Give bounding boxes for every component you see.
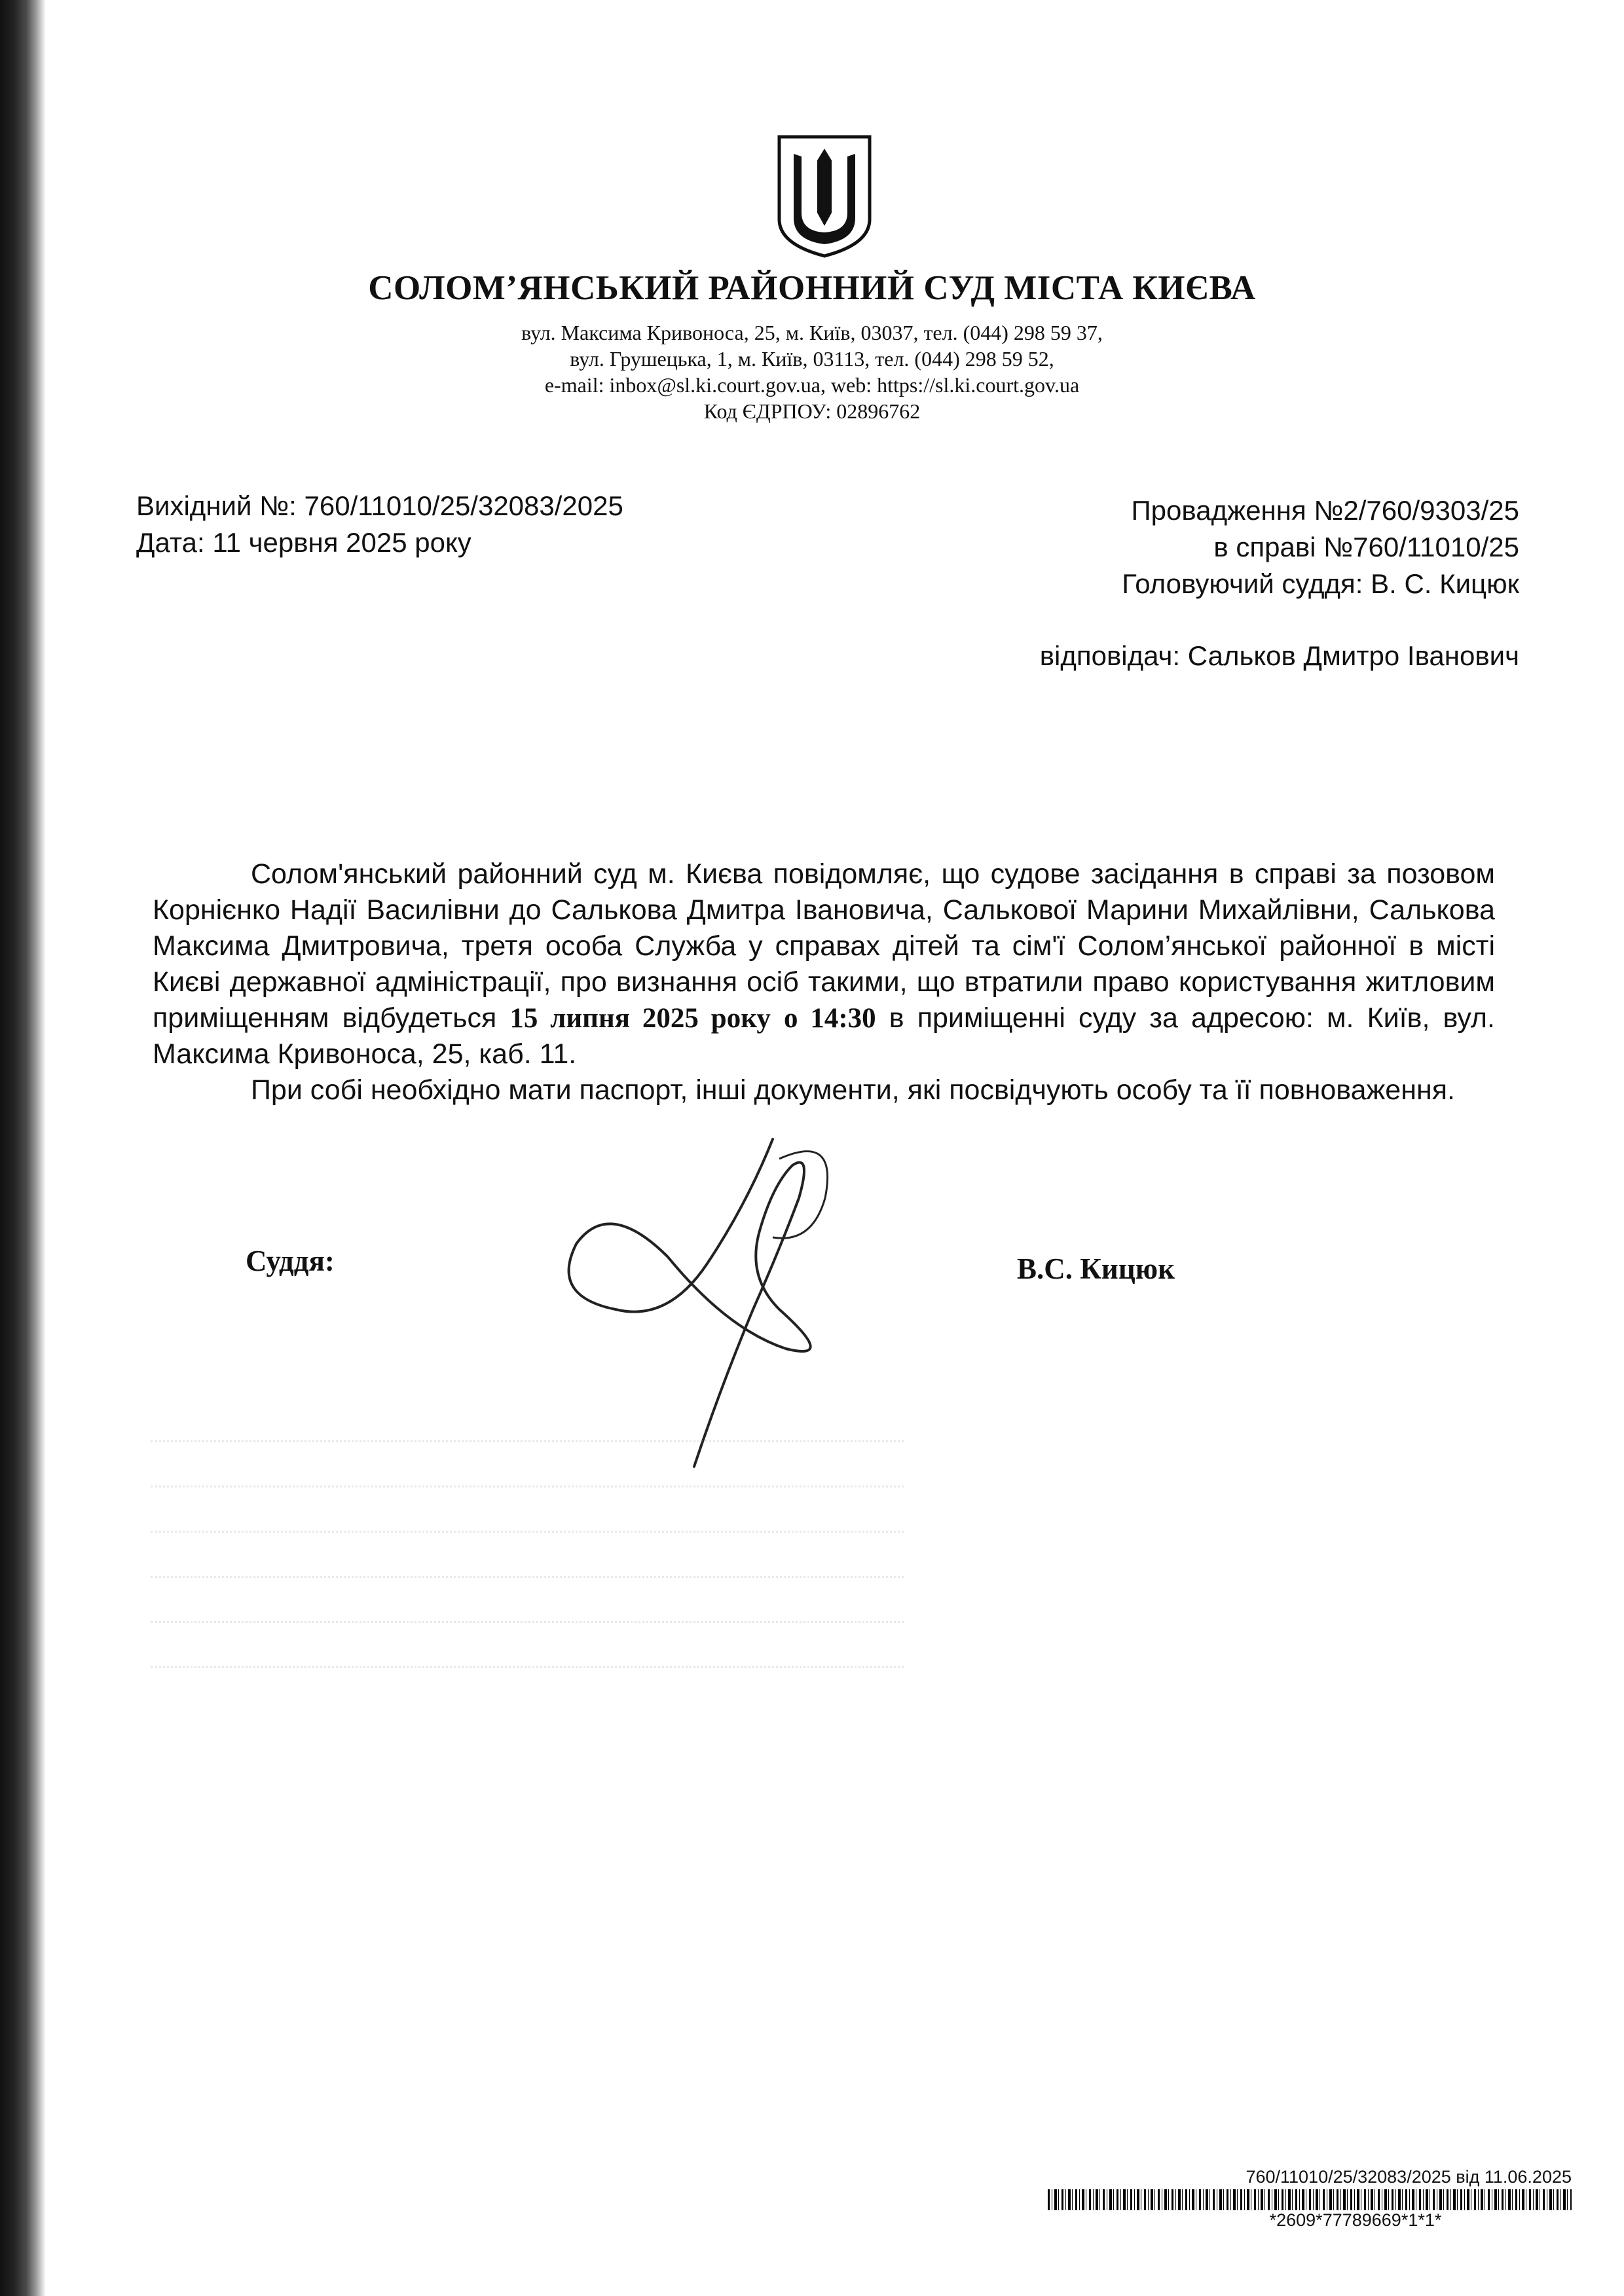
court-contacts: [0, 319, 1624, 424]
barcode-icon: [1048, 2189, 1572, 2210]
barcode-reference: 760/11010/25/32083/2025 від 11.06.2025: [1246, 2167, 1572, 2187]
contact-line-1: вул. Максима Кривоноса, 25, м. Київ, 03037, тел. (044) 298 59 37,: [521, 321, 1103, 344]
presiding-judge: Головуючий суддя: В. С. Кицюк: [1122, 568, 1519, 599]
notice-space: [771, 1002, 784, 1034]
defendant: відповідач: Сальков Дмитро Іванович: [1039, 640, 1519, 671]
proceeding-number: Провадження №2/760/9303/25: [1131, 495, 1519, 526]
hearing-time: о 14:30: [783, 1003, 876, 1034]
notice-text: Солом'янський районний суд м. Києва повідомляє, що судове засідання в справі за позовом Корнієнко Надії Василівни до Салькова Дмитра Івановича, Салькової Марини Михайлівни, Салькова Максима Дмитровича, третя особа Служба у справах дітей та сім'ї Солом’янської районної в місті Києві державної адміністрації, про визнання осіб такими, що втратили право користування житловим приміщенням відбудеться: [153, 858, 1495, 1034]
notice-paragraph-2: При собі необхідно мати паспорт, інші документи, які посвідчують особу та її повноваження.: [251, 1074, 1455, 1106]
case-block: [1122, 492, 1519, 602]
judge-label: Суддя:: [246, 1245, 335, 1277]
notice-address: в приміщенні суду за адресою: м. Київ, вул. Максима Кривоноса, 25, каб. 11.: [153, 1002, 1495, 1070]
hearing-date: 15 липня 2025 року: [509, 1003, 771, 1034]
barcode-area: [1048, 2167, 1572, 2230]
contact-line-2: вул. Грушецька, 1, м. Київ, 03113, тел. (044) 298 59 52,: [570, 347, 1054, 371]
outgoing-date: Дата: 11 червня 2025 року: [136, 527, 471, 558]
court-name: СОЛОМ’ЯНСЬКИЙ РАЙОННИЙ СУД МІСТА КИЄВА: [368, 269, 1256, 307]
judge-name: В.С. Кицюк: [1017, 1252, 1175, 1285]
notice-body: [153, 856, 1495, 1108]
outgoing-number: Вихідний №: 760/11010/25/32083/2025: [136, 490, 623, 521]
outgoing-block: [136, 488, 623, 561]
notice-paragraph-1: [153, 856, 1495, 1072]
contact-line-4: Код ЄДРПОУ: 02896762: [703, 399, 921, 423]
contact-line-3: e-mail: inbox@sl.ki.court.gov.ua, web: https://sl.ki.court.gov.ua: [544, 373, 1080, 397]
handwritten-signature: [471, 1113, 930, 1480]
case-number: в справі №760/11010/25: [1213, 532, 1519, 562]
barcode-code: *2609*77789669*1*1*: [1269, 2210, 1442, 2230]
coat-of-arms-icon: [775, 134, 874, 259]
bleed-through-text: [151, 1440, 904, 1715]
